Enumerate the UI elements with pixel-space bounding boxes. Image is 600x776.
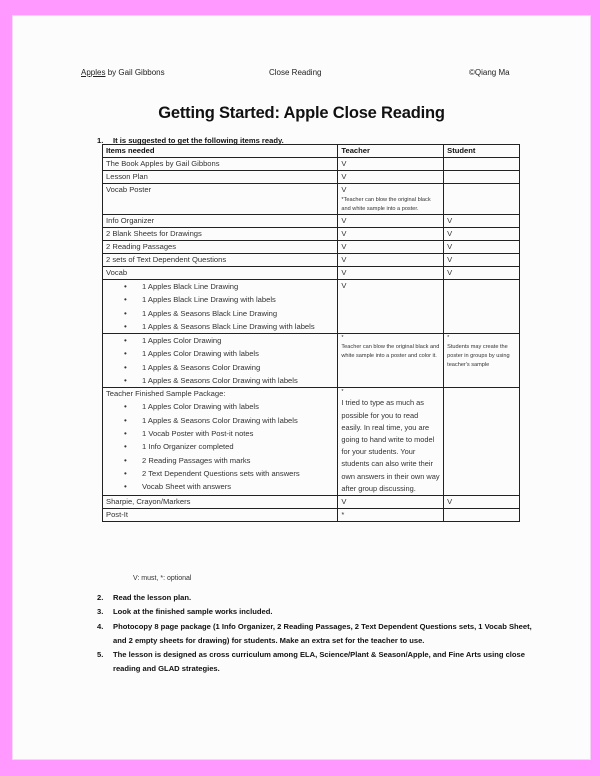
list-item: • Vocab Sheet with answers [142,480,334,493]
teacher-cell: V [338,215,444,228]
list-item: • 1 Apples Color Drawing with labels [142,400,334,413]
teacher-cell: V [338,496,444,509]
list-item: • 2 Reading Passages with marks [142,454,334,467]
student-cell [444,171,520,184]
table-legend: V: must, *: optional [133,575,192,582]
bullet-list [106,334,334,387]
student-cell [444,334,520,388]
teacher-mark: * [341,335,344,342]
student-cell: V [444,241,520,254]
bullet-list [106,400,334,493]
table-row [103,509,520,522]
item-cell: Info Organizer [103,215,338,228]
step-number: 3. [97,607,104,617]
step-text: Photocopy 8 page package (1 Info Organizer, 2 Reading Passages, 2 Text Dependent Questions sets, 1 Vocab Sheet, and 2 empty sheets for drawing) for students. Make an extra set for the teacher to use. [113,621,532,645]
header-book [81,68,165,77]
student-cell [444,509,520,522]
column-header-teacher: Teacher [338,145,444,158]
list-item: • 2 Text Dependent Questions sets with answers [142,467,334,480]
teacher-cell: * [338,509,444,522]
teacher-cell: V [338,158,444,171]
item-cell: Post-It [103,509,338,522]
table-row [103,280,520,334]
header-book-author: by Gail Gibbons [105,68,165,77]
item-cell [103,280,338,334]
page-title: Getting Started: Apple Close Reading [158,104,445,122]
step-4 [97,620,537,649]
teacher-cell: V [338,280,444,334]
step-text: Read the lesson plan. [113,593,192,602]
teacher-mark: V [341,185,347,194]
item-cell: 2 Blank Sheets for Drawings [103,228,338,241]
step-number: 5. [97,650,104,660]
student-cell [444,388,520,496]
step-5 [97,648,537,677]
item-cell [103,388,338,496]
list-item: • 1 Apples & Seasons Black Line Drawing [142,307,334,320]
step-3 [97,605,537,619]
table-header-row [103,145,520,158]
teacher-note: Teacher can blow the original black and white sample into a poster and color it. [341,344,440,360]
teacher-note: *Teacher can blow the original black and white sample into a poster. [341,197,431,212]
list-item: • 1 Apples Black Line Drawing [142,280,334,293]
document-page [12,15,591,760]
list-item: • 1 Apples & Seasons Color Drawing with labels [142,414,334,427]
item-cell: 2 Reading Passages [103,241,338,254]
steps-list [97,591,537,677]
list-item: • 1 Apples & Seasons Color Drawing with labels [142,374,334,387]
column-header-student: Student [444,145,520,158]
student-cell [444,158,520,171]
header-copyright: ©Qiang Ma [469,68,510,77]
step-2 [97,591,537,605]
teacher-cell [338,388,444,496]
teacher-cell: V [338,228,444,241]
list-item: • 1 Info Organizer completed [142,440,334,453]
teacher-mark: * [341,389,344,396]
student-cell: V [444,254,520,267]
list-item: • 1 Vocab Poster with Post-it notes [142,427,334,440]
teacher-cell: V [338,267,444,280]
item-cell: Vocab Poster [103,184,338,215]
table-row [103,267,520,280]
item-cell [103,334,338,388]
item-cell: Sharpie, Crayon/Markers [103,496,338,509]
table-row [103,254,520,267]
item-heading: Teacher Finished Sample Package: [106,389,226,399]
student-note: Students may create the poster in groups by using teacher's sample [447,344,510,369]
student-cell [444,280,520,334]
bullet-list [106,280,334,333]
header-center: Close Reading [269,68,322,77]
table-row [103,171,520,184]
item-cell: 2 sets of Text Dependent Questions [103,254,338,267]
header-book-title: Apples [81,68,106,77]
table-row [103,215,520,228]
teacher-cell [338,334,444,388]
table-row [103,334,520,388]
list-item: • 1 Apples & Seasons Color Drawing [142,361,334,374]
item-cell: The Book Apples by Gail Gibbons [103,158,338,171]
item-cell: Lesson Plan [103,171,338,184]
table-row [103,184,520,215]
list-item: • 1 Apples Black Line Drawing with labels [142,293,334,306]
list-item: • 1 Apples & Seasons Black Line Drawing with labels [142,320,334,333]
student-cell: V [444,267,520,280]
teacher-cell [338,184,444,215]
table-row [103,241,520,254]
item-cell: Vocab [103,267,338,280]
teacher-cell: V [338,254,444,267]
teacher-cell: V [338,241,444,254]
column-header-items: Items needed [103,145,338,158]
step-text: Look at the finished sample works included. [113,607,273,617]
student-mark: * [447,335,450,342]
table-row [103,228,520,241]
student-cell: V [444,215,520,228]
table-row [103,158,520,171]
list-item: • 1 Apples Color Drawing with labels [142,347,334,360]
student-cell: V [444,496,520,509]
teacher-note: I tried to type as much as possible for you to read easily. In real time, you are going to hand write to model for your students. Your students can also write their own answers in their own way after group discussing. [341,398,440,493]
student-cell [444,184,520,215]
step-number: 4. [97,621,104,631]
step-number: 1. [97,136,104,145]
step-text: The lesson is designed as cross curriculum among ELA, Science/Plant & Season/Apple, and Fine Arts using close reading and GLAD strategies. [113,650,526,674]
step-text: It is suggested to get the following items ready. [113,136,284,145]
table-row [103,388,520,496]
table-row [103,496,520,509]
teacher-cell: V [338,171,444,184]
step-number: 2. [97,593,104,602]
student-cell: V [444,228,520,241]
list-item: • 1 Apples Color Drawing [142,334,334,347]
items-table [102,144,520,522]
